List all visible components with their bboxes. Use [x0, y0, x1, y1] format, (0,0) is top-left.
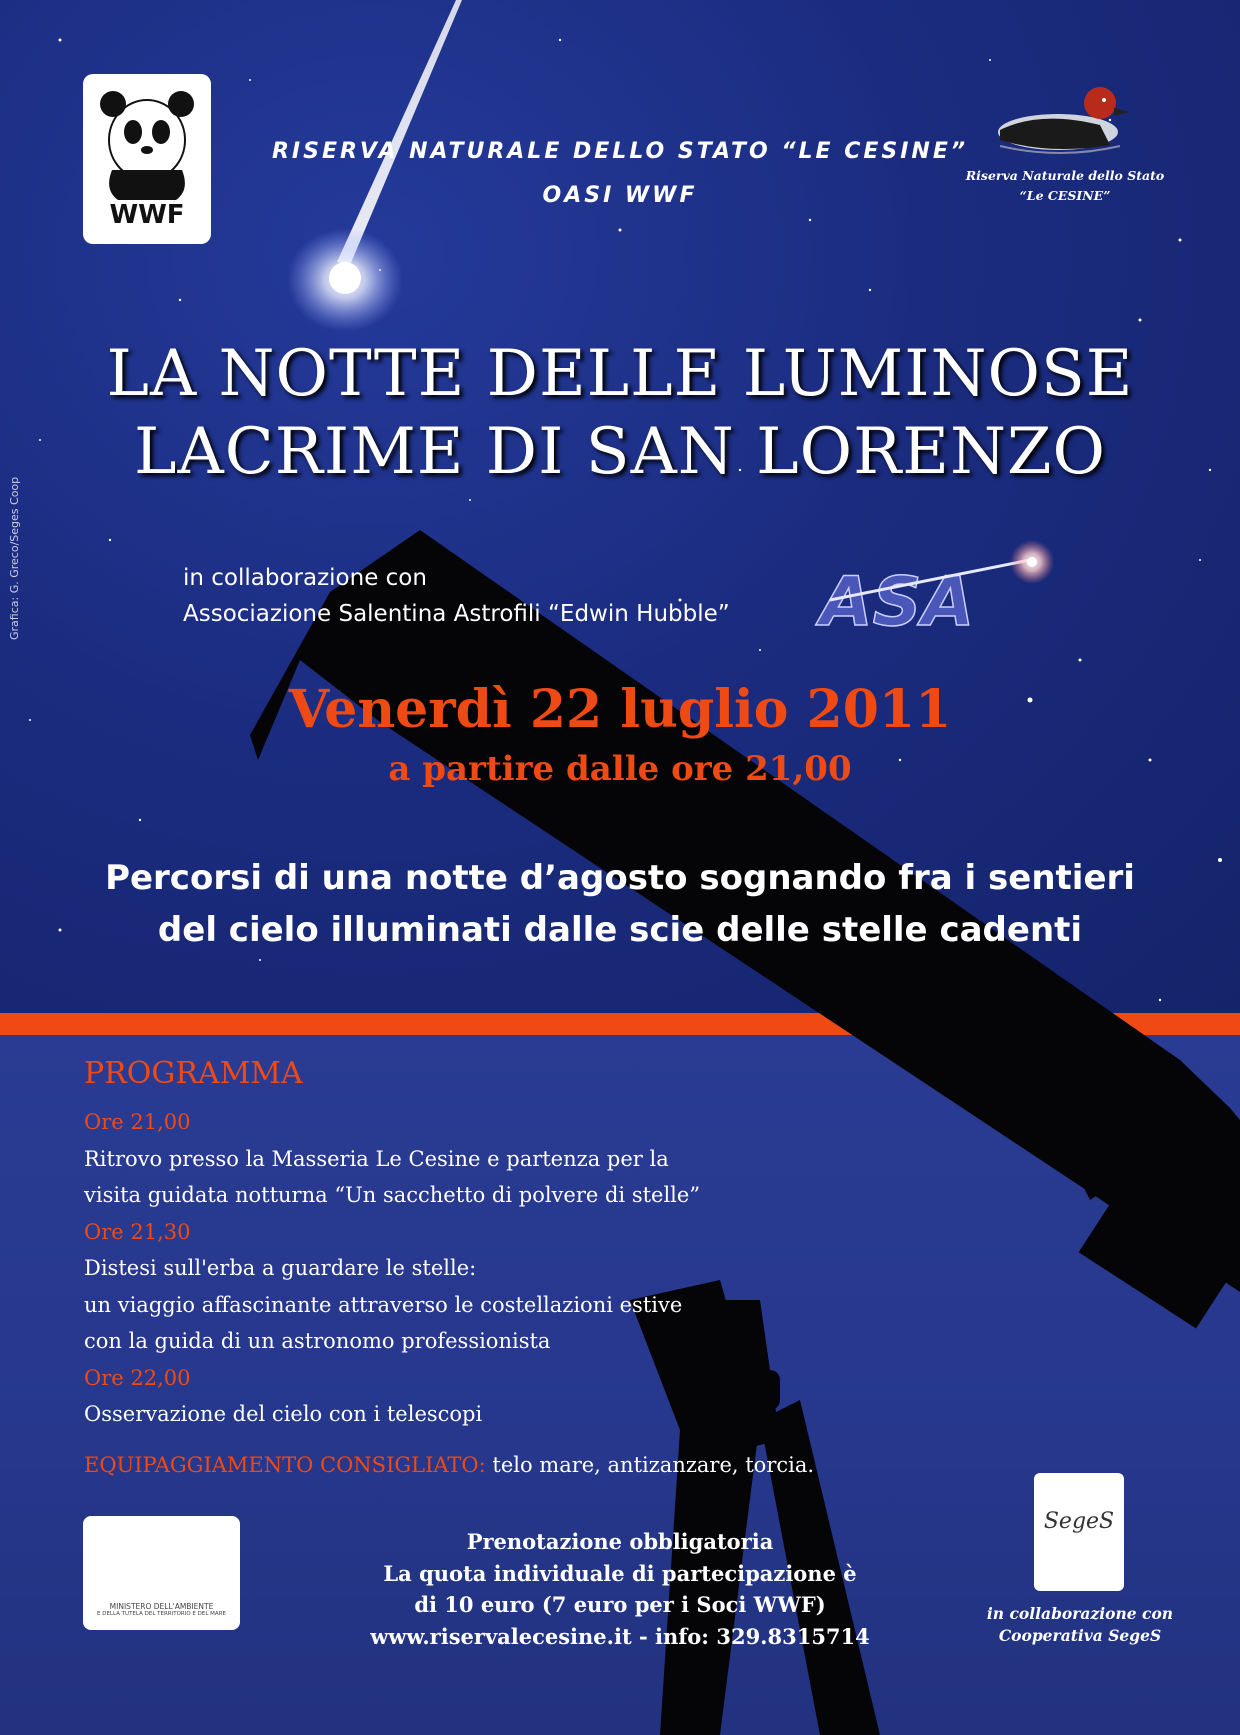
seges-caption-line-2: Cooperativa SegeS: [998, 1626, 1162, 1645]
seges-caption-line-1: in collaborazione con: [986, 1604, 1174, 1623]
tagline-line-2: del cielo illuminati dalle scie delle stelle cadenti: [157, 910, 1083, 950]
wwf-logo-text: WWF: [109, 200, 185, 230]
program-item: [84, 1214, 984, 1360]
program-section: [84, 1052, 984, 1483]
program-line: con la guida di un astronomo professionista: [84, 1329, 551, 1353]
collab-line-1: in collaborazione con: [183, 565, 427, 591]
equipment-label: EQUIPAGGIAMENTO CONSIGLIATO:: [84, 1452, 486, 1477]
duck-caption-line-2: “Le CESINE”: [1019, 188, 1111, 203]
program-line: visita guidata notturna “Un sacchetto di polvere di stelle”: [84, 1183, 701, 1207]
seges-logo-text: SegeS: [1043, 1509, 1115, 1534]
event-date: Venerdì 22 luglio 2011: [288, 679, 952, 740]
seges-caption: [985, 1603, 1175, 1647]
asa-logo-icon: [815, 540, 1054, 642]
program-line: Ritrovo presso la Masseria Le Cesine e partenza per la: [84, 1146, 669, 1171]
tagline-line-1: Percorsi di una notte d’agosto sognando fra i sentieri: [105, 858, 1135, 898]
booking-line-3: di 10 euro (7 euro per i Soci WWF): [414, 1592, 826, 1617]
booking-website-contact: www.riservalecesine.it - info: 329.8315714: [370, 1623, 870, 1649]
program-line: Distesi sull'erba a guardare le stelle:: [84, 1256, 477, 1280]
program-time: Ore 21,30: [84, 1219, 191, 1244]
collab-line-2: Associazione Salentina Astrofili “Edwin Hubble”: [183, 601, 730, 627]
seges-logo: [1034, 1473, 1124, 1591]
title-line-2: LACRIME DI SAN LORENZO: [134, 415, 1106, 489]
equipment-note: [84, 1447, 984, 1484]
duck-logo-caption: [960, 166, 1170, 206]
duck-caption-line-1: Riserva Naturale dello Stato: [965, 168, 1165, 183]
program-time: Ore 22,00: [84, 1365, 191, 1390]
event-tagline: [40, 852, 1200, 956]
ministero-logo: [83, 1516, 240, 1630]
program-item: [84, 1104, 984, 1214]
booking-line-2: La quota individuale di partecipazione è: [383, 1560, 857, 1586]
graphic-credit: Grafica: G. Greco/Seges Coop: [8, 476, 21, 640]
collaboration-note: [183, 560, 823, 632]
riserva-line-1: RISERVA NATURALE DELLO STATO “LE CESINE”: [271, 139, 969, 164]
program-line: un viaggio affascinante attraverso le costellazioni estive: [84, 1292, 683, 1317]
ministero-line-1: MINISTERO DELL'AMBIENTE: [109, 1602, 214, 1611]
booking-info: [300, 1526, 940, 1652]
event-title: [40, 335, 1200, 491]
equipment-value: telo mare, antizanzare, torcia.: [485, 1452, 815, 1477]
wwf-logo: [83, 74, 211, 244]
program-item: [84, 1360, 984, 1433]
riserva-line-2: OASI WWF: [542, 183, 698, 208]
title-line-1: LA NOTTE DELLE LUMINOSE: [106, 337, 1134, 411]
program-time: Ore 21,00: [84, 1110, 191, 1134]
ministero-text: [91, 1602, 232, 1618]
program-heading: PROGRAMMA: [84, 1056, 303, 1091]
ministero-line-2: E DELLA TUTELA DEL TERRITORIO E DEL MARE: [96, 1611, 226, 1617]
booking-line-1: Prenotazione obbligatoria: [466, 1529, 774, 1554]
svg-text:ASA: ASA: [820, 563, 975, 642]
riserva-header: [200, 130, 1040, 218]
program-line: Osservazione del cielo con i telescopi: [84, 1402, 483, 1426]
event-time: a partire dalle ore 21,00: [388, 749, 852, 789]
